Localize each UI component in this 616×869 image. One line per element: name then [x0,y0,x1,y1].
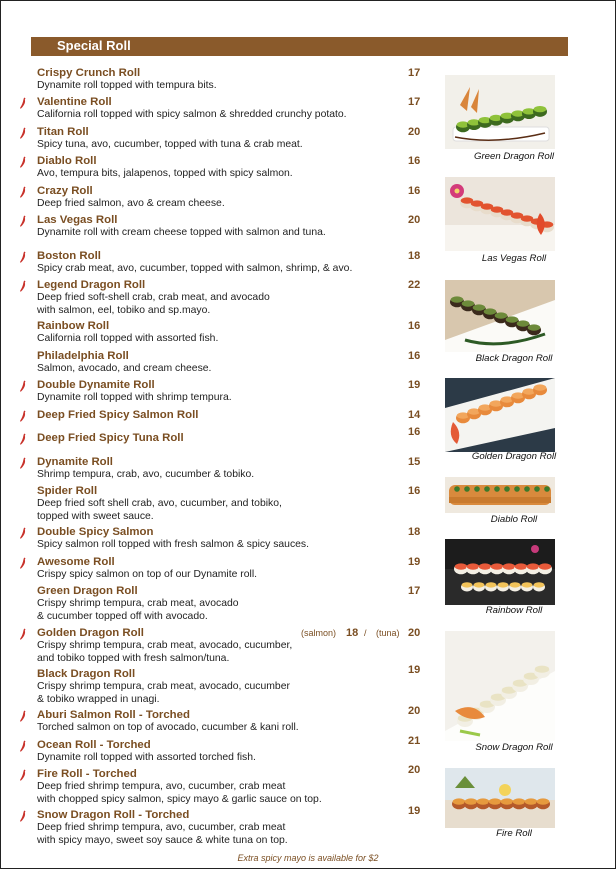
item-description: California roll topped with spicy salmon & shredded crunchy potato. [37,109,347,120]
item-price: 20 [408,705,421,717]
item-description: Spicy salmon roll topped with fresh salmon & spicy sauces. [37,539,310,550]
item-price: 20 [408,214,421,226]
item-description: Deep fried soft shell crab, avo, cucumber, and tobiko, [37,498,282,509]
item-name: Double Dynamite Roll [37,379,155,391]
item-name: Golden Dragon Roll [37,627,144,639]
item-description: Crispy shrimp tempura, crab meat, avocado [37,598,239,609]
item-price: 16 [408,485,421,497]
item-description: Deep fried shrimp tempura, avo, cucumber, crab meat [37,822,286,833]
menu-item [37,809,427,847]
item-name: Rainbow Roll [37,320,110,332]
item-name: Ocean Roll - Torched [37,739,151,751]
photo-caption: Black Dragon Roll [475,353,553,364]
menu-item [37,526,427,552]
item-description: Dynamite roll with cream cheese topped with salmon and tuna. [37,227,326,238]
item-description: & tobiko wrapped in unagi. [37,693,160,705]
item-price: 19 [408,664,421,676]
menu-item [37,768,427,806]
menu-item [37,485,427,523]
sushi-photo [445,378,555,452]
chili-pepper-icon [19,97,27,109]
item-name: Crispy Crunch Roll [37,67,141,79]
item-description: with salmon, eel, tobiko and sp.mayo. [37,304,211,316]
item-description: Spicy tuna, avo, cucumber, topped with tuna & crab meat. [37,139,303,150]
chili-pepper-icon [19,280,27,292]
photo-caption: Diablo Roll [490,514,538,525]
menu-item [37,627,427,665]
sushi-photo [445,177,555,251]
item-description: with chopped spicy salmon, spicy mayo & garlic sauce on top. [37,793,322,805]
item-description: and tobiko topped with fresh salmon/tuna. [37,652,230,664]
item-name: Aburi Salmon Roll - Torched [37,709,190,721]
item-price: 18 [408,250,421,262]
item-description: Crispy shrimp tempura, crab meat, avocado, cucumber [37,681,290,692]
item-description: California roll topped with assorted fish. [37,333,219,344]
item-price: 16 [408,426,421,438]
item-name: Snow Dragon Roll - Torched [37,809,190,821]
item-description: Deep fried soft-shell crab, crab meat, and avocado [37,292,270,303]
item-description: Spicy crab meat, avo, cucumber, topped with salmon, shrimp, & avo. [37,263,353,274]
photo-caption: Fire Roll [496,828,532,839]
item-price: 20 [408,764,421,776]
menu-item [37,350,427,376]
chili-pepper-icon [19,557,27,569]
item-price: 15 [408,456,421,468]
menu-item [37,155,427,181]
menu-item [37,96,427,122]
menu-item [37,279,427,317]
item-name: Dynamite Roll [37,456,113,468]
sushi-photo [445,768,555,828]
menu-item [37,409,427,422]
item-name: Las Vegas Roll [37,214,118,226]
item-price: 17 [408,67,421,79]
chili-pepper-icon [19,380,27,392]
menu-item [37,739,427,765]
item-name: Fire Roll - Torched [37,768,137,780]
chili-pepper-icon [19,710,27,722]
price-option-value: 18 [346,627,359,639]
item-name: Deep Fried Spicy Tuna Roll [37,432,184,444]
photo-caption: Las Vegas Roll [481,253,547,264]
item-description: Dynamite roll topped with shrimp tempura. [37,392,232,403]
chili-pepper-icon [19,156,27,168]
price-option-label: (salmon) [301,628,337,638]
footer-note: Extra spicy mayo is available for $2 [237,853,379,863]
item-price: 19 [408,805,421,817]
menu-item [37,214,427,240]
menu-item [37,456,427,482]
chili-pepper-icon [19,410,27,422]
sushi-photo [445,75,555,149]
chili-pepper-icon [19,740,27,752]
item-description: Dynamite roll topped with assorted torched fish. [37,752,256,763]
menu-item [37,585,427,623]
item-description: Deep fried shrimp tempura, avo, cucumber, crab meat [37,781,286,792]
item-description: Salmon, avocado, and cream cheese. [37,363,212,374]
item-name: Boston Roll [37,250,101,262]
chili-pepper-icon [19,215,27,227]
chili-pepper-icon [19,186,27,198]
section-header [31,37,568,56]
item-description: Crispy spicy salmon on top of our Dynamite roll. [37,569,258,580]
item-name: Awesome Roll [37,556,115,568]
item-price: 22 [408,279,421,291]
item-price: 17 [408,96,421,108]
menu-item [37,185,427,211]
item-price: 16 [408,155,421,167]
photo-caption: Golden Dragon Roll [471,451,557,462]
menu-item [37,556,427,582]
item-price: 16 [408,185,421,197]
item-price: 19 [408,556,421,568]
menu-item [37,67,427,93]
section-title: Special Roll [57,38,131,53]
item-name: Philadelphia Roll [37,350,129,362]
item-description: Avo, tempura bits, jalapenos, topped with spicy salmon. [37,168,293,179]
item-name: Titan Roll [37,126,89,138]
photo-caption: Green Dragon Roll [474,151,554,162]
item-name: Deep Fried Spicy Salmon Roll [37,409,199,421]
item-name: Green Dragon Roll [37,585,138,597]
item-description: topped with sweet sauce. [37,510,154,522]
chili-pepper-icon [19,527,27,539]
sushi-photo [445,631,555,741]
item-name: Legend Dragon Roll [37,279,146,291]
item-price: 16 [408,320,421,332]
item-price: 18 [408,526,421,538]
menu-item [37,250,427,276]
price-option-label: (tuna) [376,628,400,638]
item-name: Valentine Roll [37,96,112,108]
item-description: with spicy mayo, sweet soy sauce & white tuna on top. [37,834,288,846]
chili-pepper-icon [19,433,27,445]
chili-pepper-icon [19,769,27,781]
photo-caption: Snow Dragon Roll [475,742,553,753]
menu-item [37,432,427,445]
item-name: Spider Roll [37,485,98,497]
chili-pepper-icon [19,810,27,822]
item-name: Black Dragon Roll [37,668,136,680]
sushi-photo [445,477,555,513]
item-name: Diablo Roll [37,155,97,167]
menu-item [37,668,427,706]
menu-item [37,379,427,405]
sushi-photo [445,539,555,605]
price-option-value: 20 [408,627,421,639]
chili-pepper-icon [19,251,27,263]
photo-caption: Rainbow Roll [485,605,543,616]
item-price: 20 [408,126,421,138]
sushi-photo [445,280,555,352]
chili-pepper-icon [19,628,27,640]
menu-item [37,709,427,735]
item-description: Dynamite roll topped with tempura bits. [37,80,217,91]
menu-item [37,320,427,346]
chili-pepper-icon [19,127,27,139]
item-description: & cucumber topped off with avocado. [37,610,208,622]
item-price: 19 [408,379,421,391]
price-separator: / [364,628,367,638]
item-description: Crispy shrimp tempura, crab meat, avocado, cucumber, [37,640,293,651]
item-description: Shrimp tempura, crab, avo, cucumber & tobiko. [37,469,255,480]
item-description: Torched salmon on top of avocado, cucumber & kani roll. [37,722,299,733]
item-price: 16 [408,350,421,362]
chili-pepper-icon [19,457,27,469]
item-name: Double Spicy Salmon [37,526,154,538]
item-price: 17 [408,585,421,597]
item-name: Crazy Roll [37,185,93,197]
item-price: 21 [408,735,421,747]
item-price: 14 [408,409,421,421]
menu-item [37,126,427,152]
item-description: Deep fried salmon, avo & cream cheese. [37,198,225,209]
